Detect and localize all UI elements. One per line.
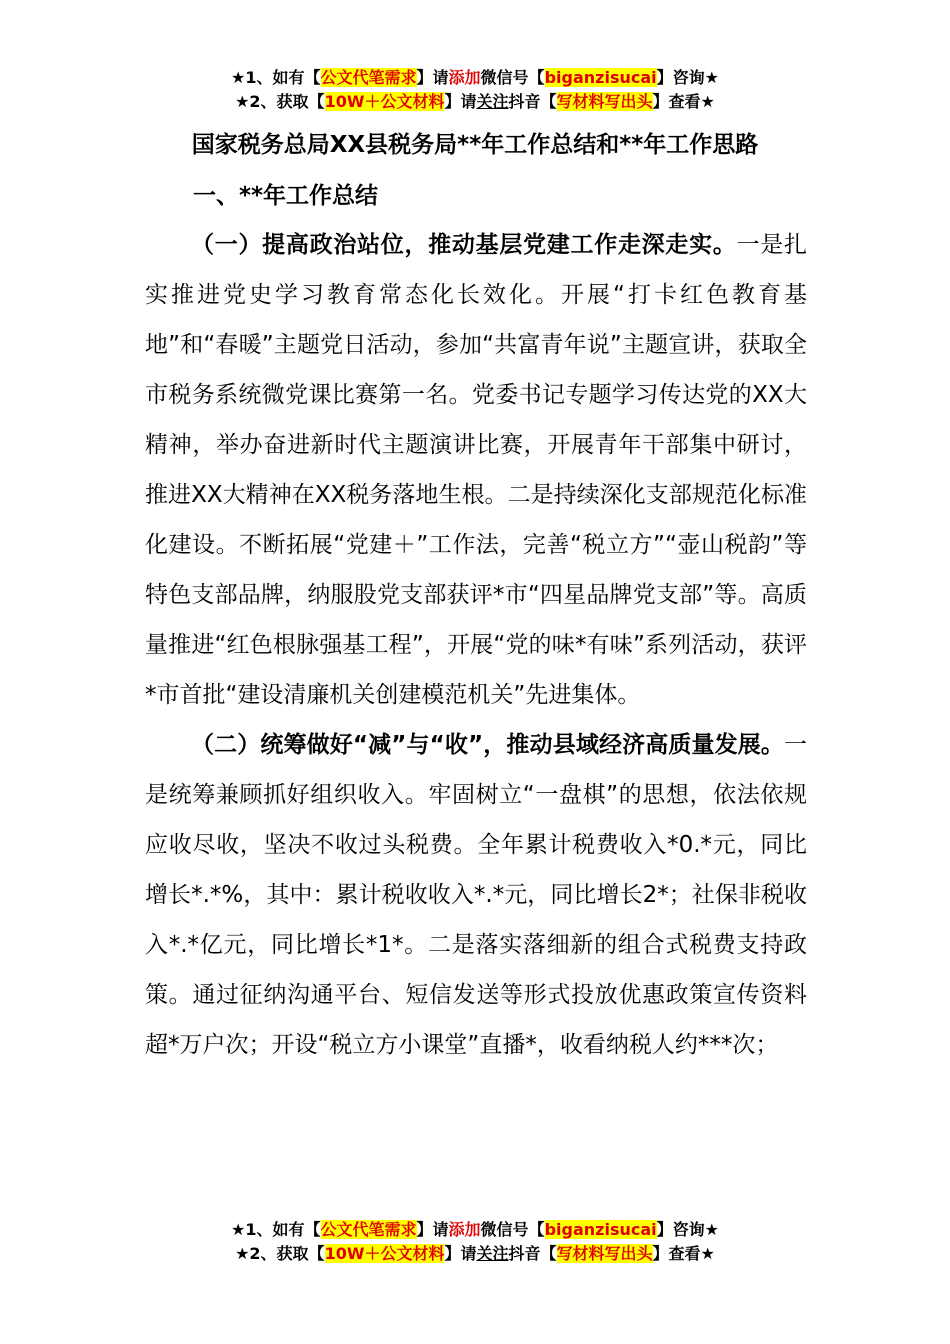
paragraph-text: 一是扎实推进党史学习教育常态化长效化。开展“打卡红色教育基地”和“春暖”主题党日活动，参加“共富青年说”主题宣讲，获取全市税务系统微党课比赛第一名。党委书记专题学习传达党的XX大精神，举办奋进新时代主题演讲比赛，开展青年干部集中研讨，推进XX大精神在XX税务落地生根。二是持续深化支部规范化标准化建设。不断拓展“党建＋”工作法，完善“税立方”“壶山税韵”等特色支部品牌，纳服股党支部获评*市“四星品牌党支部”等。高质量推进“红色根脉强基工程”，开展“党的味*有味”系列活动，获评*市首批“建设清廉机关创建模范机关”先进集体。 — [145, 232, 808, 708]
promo-emphasis: 添加 — [448, 1220, 481, 1239]
promo-text: 】请 — [416, 1220, 449, 1239]
promo-text: 】咨询★ — [656, 1220, 719, 1239]
promo-highlight: 公文代笔需求 — [320, 68, 417, 87]
promo-highlight: 10W＋公文材料 — [324, 1244, 445, 1263]
promo-text: 】查看★ — [652, 1244, 715, 1263]
promo-emphasis: 添加 — [448, 68, 481, 87]
promo-text: ★1、如有【 — [231, 1220, 321, 1239]
promo-line-1 — [0, 1218, 950, 1242]
promo-highlight: 10W＋公文材料 — [324, 92, 445, 111]
promo-text: 】请 — [444, 92, 477, 111]
promo-text: 】请 — [444, 1244, 477, 1263]
promo-text: ★2、获取【 — [235, 1244, 325, 1263]
promo-emphasis: 关注 — [476, 1244, 509, 1263]
document-body — [145, 220, 807, 1070]
promo-banner-top — [0, 66, 950, 114]
promo-line-1 — [0, 66, 950, 90]
paragraph-2 — [145, 720, 807, 1070]
promo-text: 抖音【 — [508, 1244, 557, 1263]
document-title: 国家税务总局XX县税务局**年工作总结和**年工作思路 — [191, 132, 759, 158]
promo-text: 微信号【 — [480, 1220, 545, 1239]
promo-highlight: 公文代笔需求 — [320, 1220, 417, 1239]
promo-text: 微信号【 — [480, 68, 545, 87]
promo-text: ★1、如有【 — [231, 68, 321, 87]
promo-text: ★2、获取【 — [235, 92, 325, 111]
promo-text: 】请 — [416, 68, 449, 87]
promo-highlight: 写材料写出头 — [556, 1244, 653, 1263]
paragraph-1 — [145, 220, 807, 720]
promo-text: 】咨询★ — [656, 68, 719, 87]
paragraph-heading: （二）统筹做好“减”与“收”，推动县域经济高质量发展。 — [191, 732, 784, 758]
paragraph-heading: （一）提高政治站位，推动基层党建工作走深走实。 — [191, 232, 737, 258]
paragraph-text: 一是统筹兼顾抓好组织收入。牢固树立“一盘棋”的思想，依法依规应收尽收，坚决不收过头税费。全年累计税费收入*0.*元，同比增长*.*%，其中：累计税收收入*.*元，同比增长2*；社保非税收入*.*亿元，同比增长*1*。二是落实落细新的组合式税费支持政策。通过征纳沟通平台、短信发送等形式投放优惠政策宣传资料超*万户次；开设“税立方小课堂”直播*，收看纳税人约***次； — [145, 732, 807, 1058]
promo-banner-bottom — [0, 1218, 950, 1266]
promo-text: 抖音【 — [508, 92, 557, 111]
promo-highlight: biganzisucai — [544, 68, 657, 87]
promo-line-2 — [0, 1242, 950, 1266]
promo-highlight: biganzisucai — [544, 1220, 657, 1239]
promo-emphasis: 关注 — [476, 92, 509, 111]
section-heading: 一、**年工作总结 — [193, 183, 379, 209]
promo-text: 】查看★ — [652, 92, 715, 111]
promo-highlight: 写材料写出头 — [556, 92, 653, 111]
promo-line-2 — [0, 90, 950, 114]
